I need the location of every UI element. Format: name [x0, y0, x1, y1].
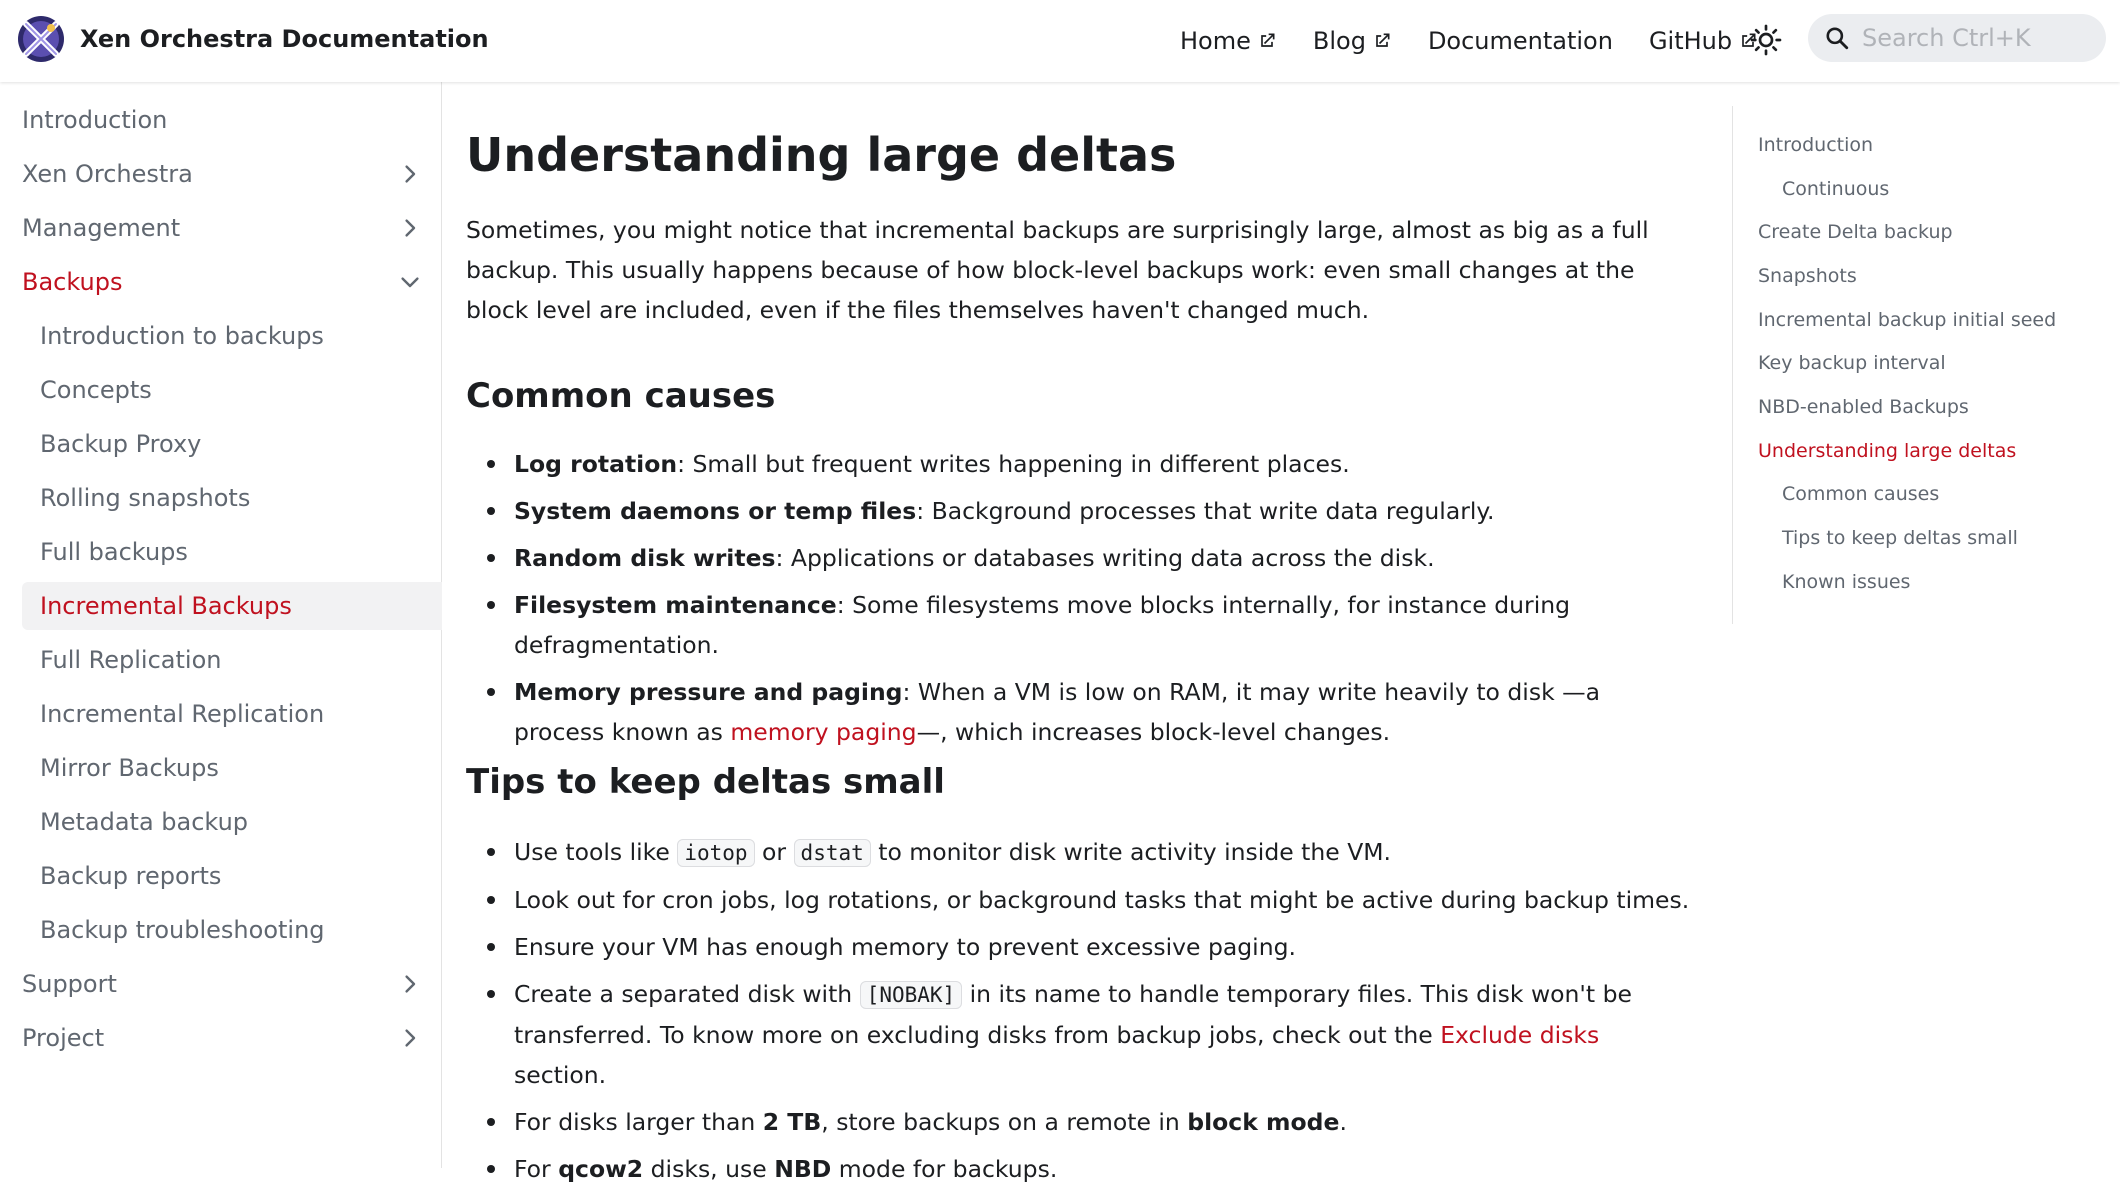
chevron-right-icon[interactable] [398, 972, 422, 996]
list-item-text: : Applications or databases writing data across the disk. [775, 544, 1435, 572]
inline-code: dstat [794, 839, 871, 867]
list-item [514, 1102, 1690, 1142]
list-item [514, 672, 1690, 752]
inline-code: [NOBAK] [860, 981, 963, 1009]
list-item-text: Look out for cron jobs, log rotations, or background tasks that might be active during backup times. [514, 886, 1690, 914]
heading-tips: Tips to keep deltas small [466, 762, 945, 802]
page-title: Understanding large deltas [466, 128, 1177, 182]
list-item-text: For disks larger than [514, 1108, 763, 1136]
toc-item-create-delta-backup[interactable]: Create Delta backup [1758, 221, 1953, 243]
toc-item-tips-to-keep-deltas-small[interactable]: Tips to keep deltas small [1782, 527, 2018, 549]
list-item-text: : Background processes that write data regularly. [916, 497, 1495, 525]
sidebar-item-management[interactable] [22, 204, 442, 252]
search-icon [1824, 25, 1850, 51]
sidebar-item-label: Metadata backup [40, 808, 249, 836]
memory-paging-link[interactable]: memory paging [730, 718, 917, 746]
sidebar-item-full-backups[interactable] [22, 528, 442, 576]
list-item-text: Ensure your VM has enough memory to prevent excessive paging. [514, 933, 1296, 961]
sidebar-item-label: Project [22, 1024, 105, 1052]
list-item-text: : When a VM is low on RAM, it may write heavily to disk —a process known as [514, 678, 1601, 746]
list-item [514, 491, 1690, 531]
xen-orchestra-logo [16, 14, 66, 64]
sidebar-item-incremental-replication[interactable] [22, 690, 442, 738]
list-item [514, 974, 1690, 1095]
chevron-down-icon[interactable] [398, 270, 422, 294]
sidebar-item-label: Management [22, 214, 181, 242]
list-item-text: —, which increases block-level changes. [916, 718, 1391, 746]
docs-sidebar [0, 82, 442, 1168]
list-item-text: : Some filesystems move blocks internally, for instance during defragmentation. [514, 591, 1571, 659]
list-item-text: mode for backups. [831, 1155, 1058, 1183]
sidebar-item-label: Backup troubleshooting [40, 916, 325, 944]
inline-code: iotop [677, 839, 754, 867]
nav-link-documentation[interactable] [1428, 27, 1613, 55]
nav-link-home[interactable] [1180, 27, 1277, 55]
list-item-text: section. [514, 1061, 607, 1089]
nav-link-github-label: GitHub [1648, 27, 1733, 55]
list-item-text: . [1339, 1108, 1347, 1136]
sidebar-item-label: Introduction [22, 106, 168, 134]
toc-item-incremental-backup-initial-seed[interactable]: Incremental backup initial seed [1758, 309, 2057, 331]
list-item-text: Use tools like [514, 838, 678, 866]
bold-text: NBD [774, 1155, 832, 1183]
bold-text: 2 TB [762, 1108, 822, 1136]
list-item [514, 927, 1690, 967]
sidebar-item-label: Rolling snapshots [40, 484, 251, 512]
sidebar-item-full-replication[interactable] [22, 636, 442, 684]
sidebar-item-rolling-snapshots[interactable] [22, 474, 442, 522]
toc-item-key-backup-interval[interactable]: Key backup interval [1758, 352, 1946, 374]
list-item-text: For [514, 1155, 559, 1183]
bold-text: block mode [1187, 1108, 1340, 1136]
toc-item-continuous[interactable]: Continuous [1782, 178, 1890, 200]
site-title: Xen Orchestra Documentation [80, 25, 489, 53]
sidebar-item-introduction-to-backups[interactable] [22, 312, 442, 360]
toc-item-understanding-large-deltas[interactable]: Understanding large deltas [1758, 440, 2017, 462]
list-item-text: or [754, 838, 794, 866]
nav-link-home-label: Home [1180, 27, 1251, 55]
sidebar-item-support[interactable] [22, 960, 442, 1008]
sidebar-item-backups[interactable] [22, 258, 442, 306]
sidebar-item-backup-troubleshooting[interactable] [22, 906, 442, 954]
sidebar-item-label: Xen Orchestra [22, 160, 193, 188]
table-of-contents [1732, 106, 2120, 624]
toc-item-introduction[interactable]: Introduction [1758, 134, 1874, 156]
list-item [514, 444, 1690, 484]
sidebar-item-xen-orchestra[interactable] [22, 150, 442, 198]
intro-paragraph: Sometimes, you might notice that incremental backups are surprisingly large, almost as big as a full backup. This usually happens because of how block-level backups work: even small changes at the block level are included, even if the files themselves haven't changed much. [466, 216, 1649, 324]
sidebar-item-project[interactable] [22, 1014, 442, 1062]
list-item [514, 832, 1690, 873]
nav-link-github[interactable] [1649, 27, 1758, 55]
sidebar-item-label: Concepts [40, 376, 152, 404]
list-item-term: System daemons or temp files [514, 497, 917, 525]
heading-common-causes: Common causes [466, 376, 776, 416]
list-item [514, 880, 1690, 920]
list-item [514, 1149, 1690, 1189]
exclude-disks-link[interactable]: Exclude disks [1440, 1021, 1600, 1049]
list-item-text: , store backups on a remote in [821, 1108, 1188, 1136]
search-input[interactable] [1862, 24, 2092, 52]
sidebar-item-incremental-backups[interactable] [22, 582, 442, 630]
navbar-links [1180, 0, 1794, 82]
external-link-icon [1372, 31, 1392, 51]
nav-link-blog[interactable] [1313, 27, 1392, 55]
common-causes-list [514, 444, 1690, 759]
chevron-right-icon[interactable] [398, 162, 422, 186]
sidebar-item-label: Support [22, 970, 117, 998]
sidebar-item-label: Introduction to backups [40, 322, 324, 350]
list-item-text: to monitor disk write activity inside the VM. [870, 838, 1392, 866]
list-item-term: Filesystem maintenance [514, 591, 837, 619]
external-link-icon [1257, 31, 1277, 51]
sidebar-item-label: Full backups [40, 538, 188, 566]
list-item-term: Memory pressure and paging [514, 678, 903, 706]
list-item-text: in its name to handle temporary files. This disk won't be transferred. To know more on excluding disks from backup jobs, check out the [514, 980, 1632, 1049]
theme-toggle-button[interactable] [1746, 20, 1786, 60]
list-item [514, 585, 1690, 665]
sidebar-item-concepts[interactable] [22, 366, 442, 414]
toc-item-known-issues[interactable]: Known issues [1782, 571, 1911, 593]
sidebar-item-label: Incremental Replication [40, 700, 325, 728]
chevron-right-icon[interactable] [398, 1026, 422, 1050]
top-navbar [0, 0, 2120, 82]
nav-link-blog-label: Blog [1312, 27, 1366, 55]
bold-text: qcow2 [558, 1155, 644, 1183]
search-box[interactable] [1808, 14, 2106, 62]
sidebar-item-label: Backup Proxy [40, 430, 202, 458]
tips-list [514, 832, 1690, 1196]
list-item [514, 538, 1690, 578]
sidebar-item-introduction[interactable] [22, 96, 442, 144]
sidebar-item-mirror-backups[interactable] [22, 744, 442, 792]
sidebar-item-backup-reports[interactable] [22, 852, 442, 900]
list-item-term: Log rotation [514, 450, 678, 478]
list-item-text: disks, use [643, 1155, 775, 1183]
toc-item-nbd-enabled-backups[interactable]: NBD-enabled Backups [1758, 396, 1969, 418]
sidebar-item-label: Full Replication [40, 646, 222, 674]
sidebar-item-backup-proxy[interactable] [22, 420, 442, 468]
toc-item-snapshots[interactable]: Snapshots [1758, 265, 1857, 287]
sidebar-item-label: Backup reports [40, 862, 222, 890]
list-item-text: Create a separated disk with [514, 980, 860, 1008]
brand-link[interactable] [16, 14, 489, 64]
sidebar-item-label: Backups [22, 268, 123, 296]
chevron-right-icon[interactable] [398, 216, 422, 240]
nav-link-documentation-label: Documentation [1427, 27, 1613, 55]
list-item-text: : Small but frequent writes happening in different places. [677, 450, 1350, 478]
sun-icon [1750, 24, 1782, 56]
sidebar-item-label: Incremental Backups [40, 592, 292, 620]
list-item-term: Random disk writes [514, 544, 776, 572]
sidebar-item-label: Mirror Backups [40, 754, 219, 782]
toc-item-common-causes[interactable]: Common causes [1782, 483, 1940, 505]
sidebar-item-metadata-backup[interactable] [22, 798, 442, 846]
